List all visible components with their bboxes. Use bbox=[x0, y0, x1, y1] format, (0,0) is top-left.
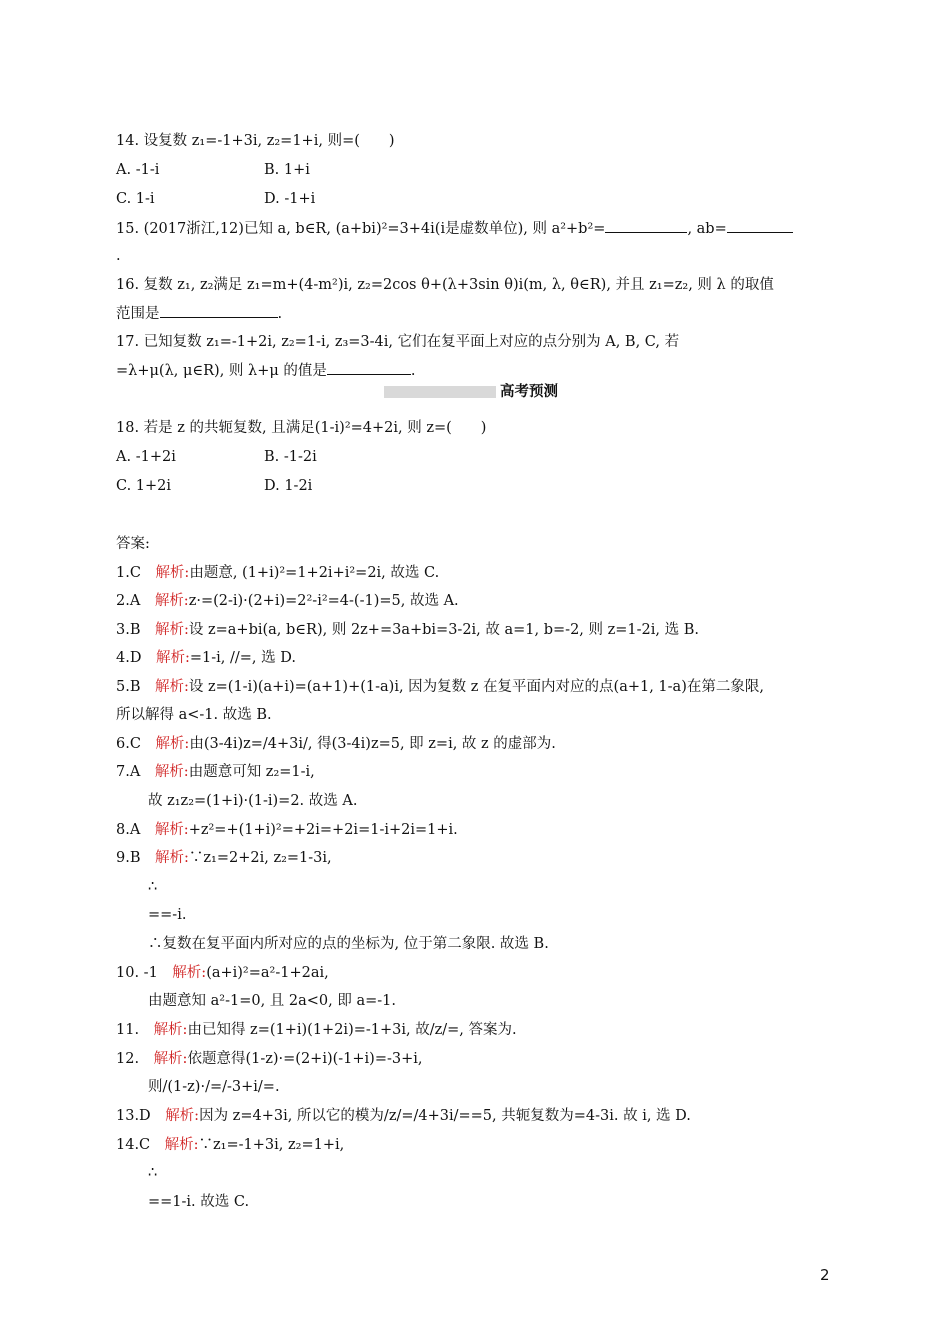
answer-text: ∵z₁=2+2i, z₂=1-3i, bbox=[188, 850, 332, 866]
answer-number: 12. bbox=[116, 1051, 140, 1067]
answer-line bbox=[116, 648, 296, 668]
answer-text: 因为 z=4+3i, 所以它的模为/z/=/4+3i/==5, 共轭复数为=4-3i. 故 i, 选 D. bbox=[199, 1108, 691, 1124]
answer-number: 4.D bbox=[116, 650, 142, 666]
answer-line bbox=[116, 563, 439, 583]
answer-text: ∴ bbox=[148, 1165, 158, 1181]
answer-text: 设 z=a+bi(a, b∈R), 则 2z+=3a+bi=3-2i, 故 a=1, b=-2, 则 z=1-2i, 选 B. bbox=[188, 622, 699, 638]
question-14-stem: 14. 设复数 z₁=-1+3i, z₂=1+i, 则=( ) bbox=[116, 133, 395, 149]
analysis-label: 解析: bbox=[154, 593, 189, 609]
q16-blank bbox=[160, 303, 278, 318]
answer-number: 7.A bbox=[116, 764, 141, 780]
analysis-label: 解析: bbox=[165, 1108, 200, 1124]
answer-line bbox=[116, 1049, 423, 1069]
answer-text: ==-i. bbox=[148, 907, 187, 923]
answer-text: 故 z₁z₂=(1+i)·(1-i)=2. 故选 A. bbox=[148, 793, 358, 809]
analysis-label: 解析: bbox=[155, 565, 190, 581]
q15-blank-1 bbox=[605, 218, 687, 233]
answer-line bbox=[148, 791, 357, 811]
analysis-label: 解析: bbox=[155, 736, 190, 752]
q16-end: . bbox=[277, 306, 283, 322]
analysis-label: 解析: bbox=[155, 650, 190, 666]
answer-line bbox=[116, 734, 556, 754]
answer-line bbox=[148, 1077, 280, 1097]
page-number: 2 bbox=[820, 1266, 830, 1284]
answer-text: (a+i)²=a²-1+2ai, bbox=[206, 965, 329, 981]
q18-option-c: C. 1+2i bbox=[116, 478, 172, 494]
answer-line bbox=[116, 591, 459, 611]
analysis-label: 解析: bbox=[154, 822, 189, 838]
question-15 bbox=[116, 218, 793, 239]
answer-number: 5.B bbox=[116, 679, 141, 695]
answer-text: ==1-i. 故选 C. bbox=[148, 1194, 250, 1210]
analysis-label: 解析: bbox=[172, 965, 207, 981]
q18-option-a: A. -1+2i bbox=[116, 449, 176, 465]
answer-number: 9.B bbox=[116, 850, 141, 866]
answer-number: 2.A bbox=[116, 593, 141, 609]
answer-text: 则/(1-z)·/=/-3+i/=. bbox=[148, 1079, 280, 1095]
answer-text: =1-i, //=, 选 D. bbox=[189, 650, 296, 666]
answer-line bbox=[116, 762, 315, 782]
analysis-label: 解析: bbox=[153, 1022, 188, 1038]
q17-end: . bbox=[410, 363, 416, 379]
q15-stem: 15. (2017浙江,12)已知 a, b∈R, (a+bi)²=3+4i(i是虚数单位), 则 a²+b²= bbox=[116, 221, 606, 237]
answer-text: ∴复数在复平面内所对应的点的坐标为, 位于第二象限. 故选 B. bbox=[148, 936, 549, 952]
q14-option-a: A. -1-i bbox=[116, 162, 160, 178]
answer-line bbox=[116, 963, 329, 983]
answer-text: 由题意可知 z₂=1-i, bbox=[188, 764, 315, 780]
answer-text: 由已知得 z=(1+i)(1+2i)=-1+3i, 故/z/=, 答案为. bbox=[187, 1022, 517, 1038]
question-16-line1: 16. 复数 z₁, z₂满足 z₁=m+(4-m²)i, z₂=2cos θ+(λ+3sin θ)i(m, λ, θ∈R), 并且 z₁=z₂, 则 λ 的取值 bbox=[116, 277, 774, 293]
answer-text: 由(3-4i)z=/4+3i/, 得(3-4i)z=5, 即 z=i, 故 z 的虚部为. bbox=[189, 736, 556, 752]
answer-text: 由题意知 a²-1=0, 且 2a<0, 即 a=-1. bbox=[148, 993, 396, 1009]
analysis-label: 解析: bbox=[154, 764, 189, 780]
section-title: 高考预测 bbox=[500, 384, 558, 400]
answer-line bbox=[116, 677, 764, 697]
answer-text: 设 z=(1-i)(a+i)=(a+1)+(1-a)i, 因为复数 z 在复平面内对应的点(a+1, 1-a)在第二象限, bbox=[188, 679, 764, 695]
analysis-label: 解析: bbox=[164, 1137, 199, 1153]
q18-option-b: B. -1-2i bbox=[264, 449, 317, 465]
analysis-label: 解析: bbox=[155, 679, 189, 695]
answer-line bbox=[148, 1163, 157, 1183]
answer-text: ∴ bbox=[148, 879, 158, 895]
answer-line bbox=[116, 1135, 344, 1155]
answer-text: 依题意得(1-z)·=(2+i)(-1+i)=-3+i, bbox=[187, 1051, 423, 1067]
answer-line bbox=[116, 620, 699, 640]
q15-end: . bbox=[116, 248, 121, 264]
q16-line2-text: 范围是 bbox=[116, 306, 160, 322]
analysis-label: 解析: bbox=[155, 850, 189, 866]
q15-blank-2 bbox=[727, 218, 793, 233]
section-bar bbox=[384, 386, 496, 398]
answer-text: 由题意, (1+i)²=1+2i+i²=2i, 故选 C. bbox=[189, 565, 440, 581]
q17-line2-text: =λ+μ(λ, μ∈R), 则 λ+μ 的值是 bbox=[116, 363, 327, 379]
answer-line bbox=[116, 1020, 517, 1040]
answer-text: 所以解得 a<-1. 故选 B. bbox=[116, 707, 272, 723]
answer-number: 13.D bbox=[116, 1108, 151, 1124]
answer-number: 10. -1 bbox=[116, 965, 158, 981]
answer-line bbox=[148, 905, 186, 925]
answer-number: 1.C bbox=[116, 565, 141, 581]
answer-line bbox=[116, 705, 272, 725]
answer-number: 3.B bbox=[116, 622, 141, 638]
answer-line bbox=[116, 1106, 691, 1126]
q17-blank bbox=[327, 360, 411, 375]
q14-option-c: C. 1-i bbox=[116, 191, 155, 207]
answers-heading: 答案: bbox=[116, 536, 150, 552]
answer-text: z·=(2-i)·(2+i)=2²-i²=4-(-1)=5, 故选 A. bbox=[188, 593, 459, 609]
q15-mid: , ab= bbox=[687, 221, 727, 237]
question-17-line1: 17. 已知复数 z₁=-1+2i, z₂=1-i, z₃=3-4i, 它们在复平面上对应的点分别为 A, B, C, 若 bbox=[116, 334, 680, 350]
answer-line bbox=[148, 934, 549, 954]
answer-text: ∵z₁=-1+3i, z₂=1+i, bbox=[198, 1137, 345, 1153]
answer-line bbox=[116, 848, 332, 868]
question-17-line2 bbox=[116, 360, 416, 381]
analysis-label: 解析: bbox=[155, 622, 189, 638]
answer-number: 6.C bbox=[116, 736, 141, 752]
q18-option-d: D. 1-2i bbox=[264, 478, 313, 494]
answer-number: 14.C bbox=[116, 1137, 151, 1153]
answer-line bbox=[148, 1192, 249, 1212]
question-16-line2 bbox=[116, 303, 282, 324]
answer-text: +z²=+(1+i)²=+2i=+2i=1-i+2i=1+i. bbox=[188, 822, 458, 838]
answer-line bbox=[148, 877, 157, 897]
answer-line bbox=[116, 820, 458, 840]
answer-number: 11. bbox=[116, 1022, 140, 1038]
answer-number: 8.A bbox=[116, 822, 141, 838]
answer-line bbox=[148, 991, 396, 1011]
question-18-stem: 18. 若是 z 的共轭复数, 且满足(1-i)²=4+2i, 则 z=( ) bbox=[116, 420, 487, 436]
q14-option-b: B. 1+i bbox=[264, 162, 310, 178]
q14-option-d: D. -1+i bbox=[264, 191, 316, 207]
analysis-label: 解析: bbox=[153, 1051, 188, 1067]
